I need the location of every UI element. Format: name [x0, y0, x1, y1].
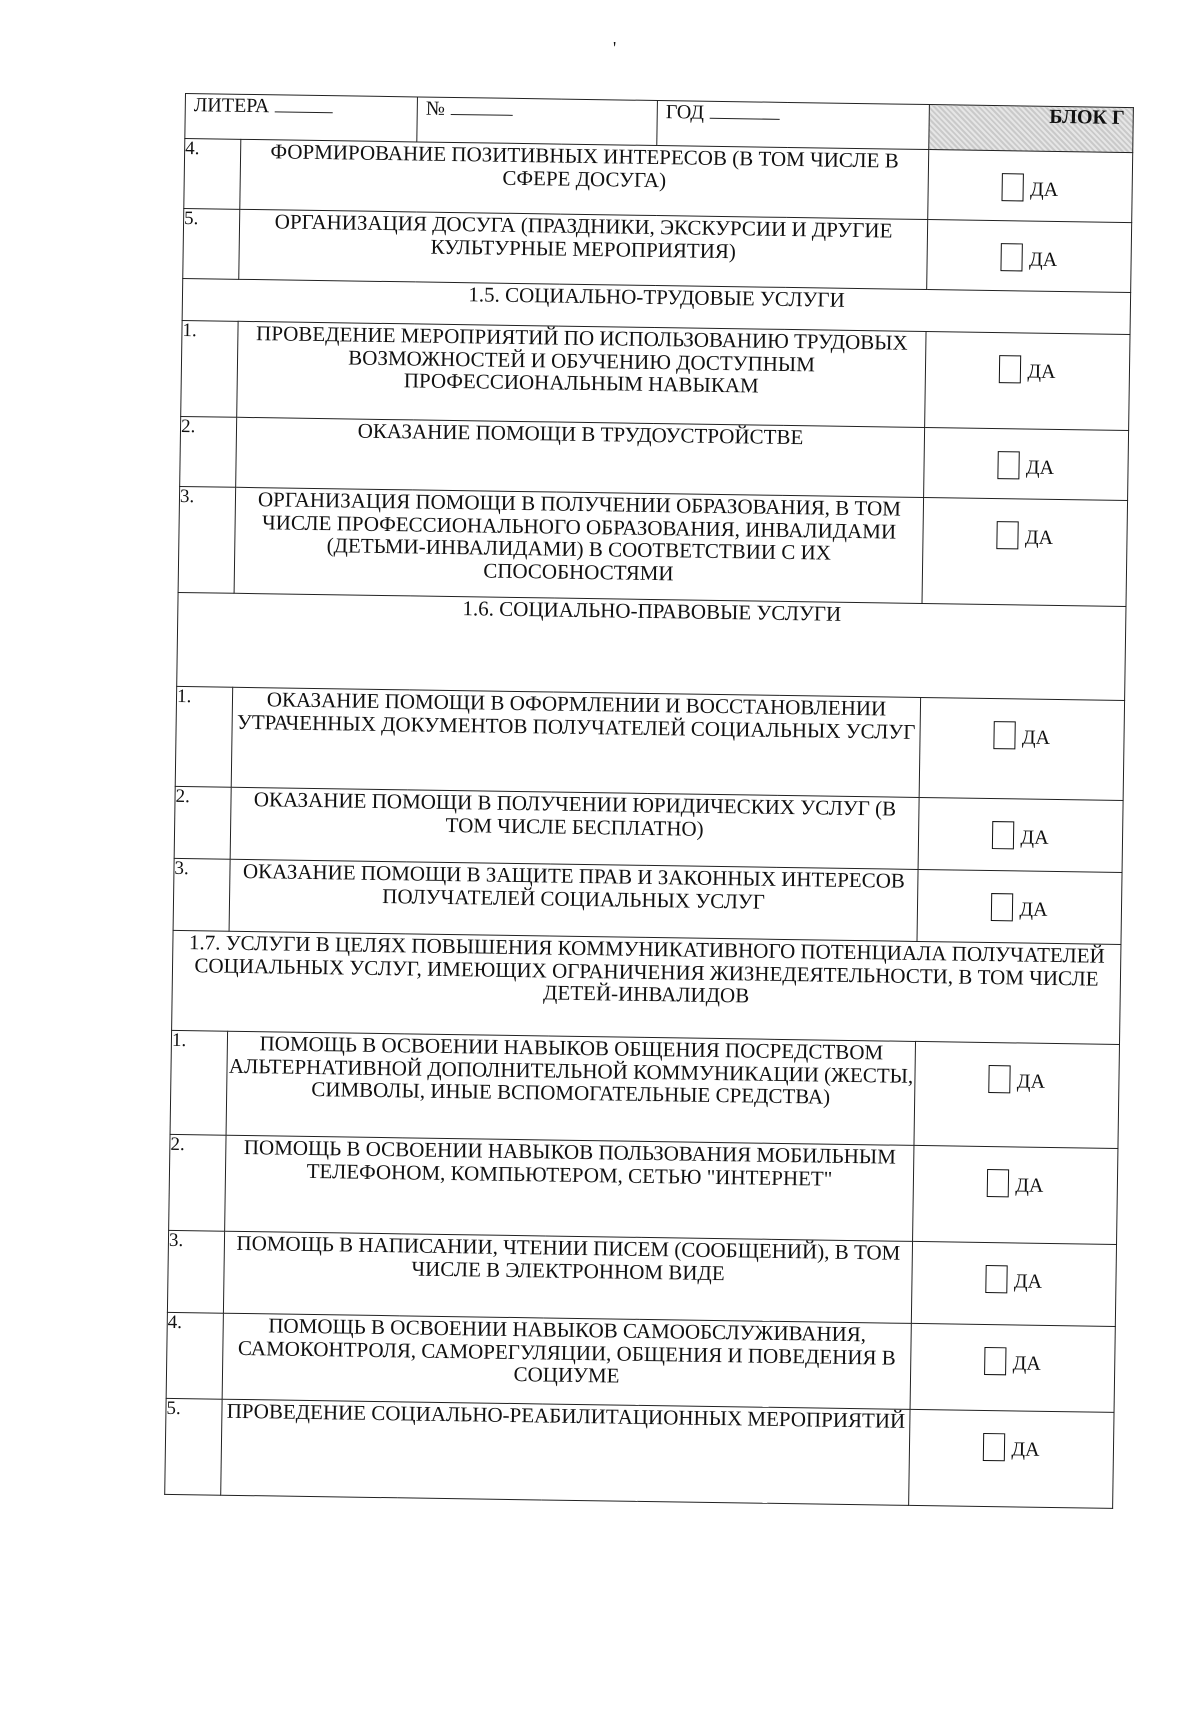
litera-cell — [185, 94, 418, 142]
service-row — [170, 1030, 1119, 1148]
yes-option-cell — [919, 697, 1124, 800]
service-row — [169, 1134, 1118, 1244]
yes-option-cell — [914, 1041, 1120, 1148]
row-number: 1. — [181, 320, 238, 417]
row-number: 1. — [175, 686, 232, 787]
row-number: 3. — [178, 486, 236, 593]
block-label: БЛОК Г — [1049, 105, 1125, 129]
year-cell — [657, 101, 930, 150]
form-sheet — [164, 93, 1133, 1509]
yes-option-cell — [917, 869, 1122, 944]
litera-label: ЛИТЕРА — [193, 94, 270, 118]
row-number: 4. — [166, 1312, 223, 1399]
yes-checkbox[interactable] — [998, 451, 1020, 479]
yes-checkbox[interactable] — [992, 821, 1014, 849]
yes-option-cell — [911, 1241, 1116, 1326]
service-description: ПОМОЩЬ В ОСВОЕНИИ НАВЫКОВ САМООБСЛУЖИВАНИЯ, САМОКОНТРОЛЯ, САМОРЕГУЛЯЦИИ, ОБЩЕНИЯ И ПОВЕДЕНИЯ В СОЦИУМЕ — [222, 1313, 911, 1409]
yes-checkbox[interactable] — [1002, 173, 1024, 201]
yes-checkbox[interactable] — [989, 1065, 1011, 1093]
yes-option — [1001, 243, 1058, 272]
service-row — [178, 486, 1127, 606]
row-number: 4. — [184, 139, 241, 210]
yes-checkbox[interactable] — [985, 1347, 1007, 1375]
service-description: ПОМОЩЬ В ОСВОЕНИИ НАВЫКОВ ПОЛЬЗОВАНИЯ МОБИЛЬНЫМ ТЕЛЕФОНОМ, КОМПЬЮТЕРОМ, СЕТЬЮ "ИНТЕРНЕТ" — [225, 1135, 914, 1241]
service-description: ОКАЗАНИЕ ПОМОЩИ В ЗАЩИТЕ ПРАВ И ЗАКОННЫХ ИНТЕРЕСОВ ПОЛУЧАТЕЛЕЙ СОЦИАЛЬНЫХ УСЛУГ — [229, 859, 918, 941]
service-description: ПОМОЩЬ В НАПИСАНИИ, ЧТЕНИИ ПИСЕМ (СООБЩЕНИЙ), В ТОМ ЧИСЛЕ В ЭЛЕКТРОННОМ ВИДЕ — [223, 1231, 912, 1323]
row-number: 1. — [170, 1030, 228, 1135]
yes-option — [983, 1433, 1040, 1462]
yes-checkbox[interactable] — [986, 1265, 1008, 1293]
row-number: 2. — [180, 416, 237, 487]
yes-label: ДА — [1012, 1352, 1041, 1376]
yes-label: ДА — [1027, 360, 1056, 384]
yes-option-cell — [924, 428, 1129, 501]
section-row — [172, 930, 1121, 1044]
service-description: ОКАЗАНИЕ ПОМОЩИ В ОФОРМЛЕНИИ И ВОССТАНОВЛЕНИИ УТРАЧЕННЫХ ДОКУМЕНТОВ ПОЛУЧАТЕЛЕЙ СОЦИАЛЬНЫХ УСЛУГ — [231, 687, 920, 797]
yes-checkbox[interactable] — [999, 355, 1021, 383]
section-title: 1.6. СОЦИАЛЬНО-ПРАВОВЫЕ УСЛУГИ — [177, 592, 1126, 700]
yes-label: ДА — [1029, 178, 1059, 202]
yes-option — [991, 893, 1048, 922]
yes-option — [987, 1169, 1044, 1198]
yes-option-cell — [910, 1323, 1115, 1412]
row-number: 2. — [169, 1134, 226, 1231]
yes-checkbox[interactable] — [1001, 243, 1023, 271]
yes-label: ДА — [1028, 248, 1058, 272]
yes-option-cell — [927, 220, 1132, 293]
service-row — [165, 1398, 1114, 1508]
yes-option-cell — [928, 150, 1133, 223]
service-description: ОРГАНИЗАЦИЯ ПОМОЩИ В ПОЛУЧЕНИИ ОБРАЗОВАНИЯ, В ТОМ ЧИСЛЕ ПРОФЕССИОНАЛЬНОГО ОБРАЗОВАНИЯ, ИНВАЛИДАМИ (ДЕТЬМИ-ИНВАЛИДАМИ) В СООТВЕТСТВИИ С ИХ СПОСОБНОСТЯМИ — [234, 487, 924, 603]
row-number: 2. — [174, 786, 231, 859]
service-description: ПРОВЕДЕНИЕ СОЦИАЛЬНО-РЕАБИЛИТАЦИОННЫХ МЕРОПРИЯТИЙ — [221, 1399, 910, 1505]
yes-label: ДА — [1015, 1174, 1044, 1198]
yes-option-cell — [925, 332, 1130, 431]
yes-option — [992, 821, 1049, 850]
yes-option — [989, 1065, 1046, 1094]
yes-checkbox[interactable] — [983, 1433, 1005, 1461]
year-label: ГОД — [665, 101, 705, 124]
yes-label: ДА — [1013, 1270, 1043, 1294]
yes-option — [997, 521, 1054, 550]
number-field[interactable] — [451, 98, 513, 116]
service-description: ОКАЗАНИЕ ПОМОЩИ В ПОЛУЧЕНИИ ЮРИДИЧЕСКИХ УСЛУГ (В ТОМ ЧИСЛЕ БЕСПЛАТНО) — [230, 787, 919, 869]
stray-mark: ' — [613, 38, 617, 58]
service-row — [181, 320, 1130, 430]
yes-label: ДА — [1011, 1438, 1040, 1462]
yes-option — [985, 1347, 1042, 1376]
yes-checkbox[interactable] — [991, 893, 1013, 921]
yes-option — [986, 1265, 1043, 1294]
yes-label: ДА — [1020, 826, 1049, 850]
service-description: ОКАЗАНИЕ ПОМОЩИ В ТРУДОУСТРОЙСТВЕ — [236, 417, 925, 497]
section-title: 1.7. УСЛУГИ В ЦЕЛЯХ ПОВЫШЕНИЯ КОММУНИКАТИВНОГО ПОТЕНЦИАЛА ПОЛУЧАТЕЛЕЙ СОЦИАЛЬНЫХ УСЛУГ, ИМЕЮЩИХ ОГРАНИЧЕНИЯ ЖИЗНЕДЕЯТЕЛЬНОСТИ, В ТОМ ЧИСЛЕ ДЕТЕЙ-ИНВАЛИДОВ — [172, 930, 1121, 1044]
service-row — [167, 1230, 1116, 1326]
yes-option — [994, 721, 1051, 750]
yes-option — [999, 355, 1056, 384]
yes-label: ДА — [1019, 898, 1048, 922]
row-number: 3. — [167, 1230, 224, 1313]
year-field[interactable] — [710, 102, 780, 120]
row-number: 3. — [173, 858, 230, 931]
service-description: ПОМОЩЬ В ОСВОЕНИИ НАВЫКОВ ОБЩЕНИЯ ПОСРЕДСТВОМ АЛЬТЕРНАТИВНОЙ ДОПОЛНИТЕЛЬНОЙ КОММУНИКАЦИИ (ЖЕСТЫ, СИМВОЛЫ, ИНЫЕ ВСПОМОГАТЕЛЬНЫЕ СРЕДСТВА) — [226, 1031, 915, 1145]
yes-option — [998, 451, 1055, 480]
yes-option-cell — [922, 498, 1128, 607]
row-number: 5. — [183, 208, 240, 279]
service-description: ФОРМИРОВАНИЕ ПОЗИТИВНЫХ ИНТЕРЕСОВ (В ТОМ ЧИСЛЕ В СФЕРЕ ДОСУГА) — [240, 139, 929, 219]
services-table — [164, 93, 1134, 1509]
service-row — [166, 1312, 1115, 1412]
yes-label: ДА — [1024, 526, 1054, 550]
yes-option-cell — [909, 1409, 1114, 1508]
section-title: 1.5. СОЦИАЛЬНО-ТРУДОВЫЕ УСЛУГИ — [182, 278, 1131, 334]
yes-label: ДА — [1025, 456, 1055, 480]
yes-option-cell — [913, 1145, 1118, 1244]
yes-option — [1002, 173, 1059, 202]
yes-checkbox[interactable] — [997, 521, 1019, 549]
yes-option-cell — [918, 797, 1123, 872]
service-description: ОРГАНИЗАЦИЯ ДОСУГА (ПРАЗДНИКИ, ЭКСКУРСИИ И ДРУГИЕ КУЛЬТУРНЫЕ МЕРОПРИЯТИЯ) — [239, 209, 928, 289]
block-cell — [929, 105, 1134, 153]
section-row — [177, 592, 1126, 700]
service-row — [175, 686, 1124, 800]
litera-field[interactable] — [275, 95, 333, 113]
number-cell — [417, 97, 658, 146]
yes-checkbox[interactable] — [987, 1169, 1009, 1197]
number-label: № — [425, 97, 446, 120]
yes-label: ДА — [1021, 726, 1051, 750]
yes-checkbox[interactable] — [994, 721, 1016, 749]
yes-label: ДА — [1016, 1070, 1046, 1094]
service-description: ПРОВЕДЕНИЕ МЕРОПРИЯТИЙ ПО ИСПОЛЬЗОВАНИЮ ТРУДОВЫХ ВОЗМОЖНОСТЕЙ И ОБУЧЕНИЮ ДОСТУПНЫМ ПРОФЕССИОНАЛЬНЫМ НАВЫКАМ — [237, 321, 926, 427]
row-number: 5. — [165, 1398, 222, 1495]
